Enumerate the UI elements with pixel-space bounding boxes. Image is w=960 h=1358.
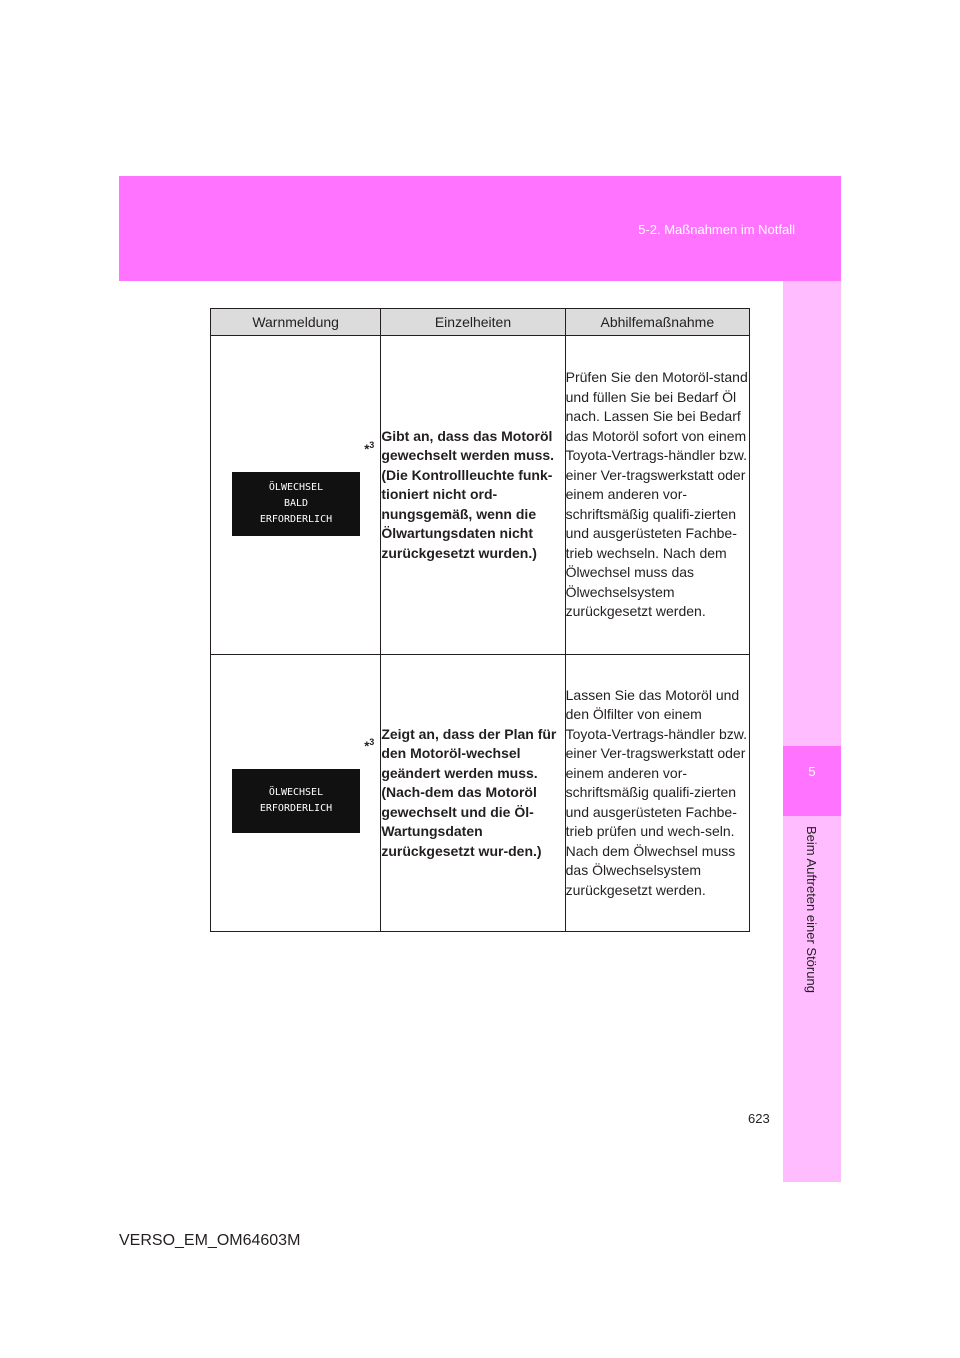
display-line: ÖLWECHSEL (268, 482, 324, 493)
column-header-einzelheiten: Einzelheiten (381, 309, 565, 336)
warning-table (210, 308, 750, 932)
warning-display-cell (211, 336, 381, 655)
footnote-marker (364, 737, 374, 753)
table-row (211, 336, 750, 655)
marker-sup: 3 (369, 737, 375, 747)
marker-star: * (364, 738, 370, 754)
table-row (211, 655, 750, 932)
display-line: ÖLWECHSEL (268, 787, 324, 798)
page-number: 623 (748, 1111, 770, 1126)
chapter-side-tab (783, 281, 841, 1182)
chapter-title-wrap (805, 826, 819, 1026)
marker-star: * (364, 441, 370, 457)
section-title: 5-2. Maßnahmen im Notfall (638, 222, 795, 237)
warning-display-cell (211, 655, 381, 932)
details-text: Zeigt an, dass der Plan für den Motoröl-wechsel geändert werden muss. (Nach-dem das Motoröl gewechselt und die Öl-Wartungsdaten zurückgesetzt wur-den.) (381, 655, 565, 932)
display-screen (232, 472, 360, 536)
chapter-number-box (783, 746, 841, 816)
action-text: Prüfen Sie den Motoröl-stand und füllen Sie bei Bedarf Öl nach. Lassen Sie bei Bedarf das Motoröl sofort von einem Toyota-Vertrags-händler bzw. einer Ver-tragswerkstatt oder einem anderen vor-schriftsmäßig qualifi-zierten und ausgerüsteten Fachbe-trieb wechseln. Nach dem Ölwechsel muss das Ölwechselsystem zurückgesetzt werden. (565, 336, 749, 655)
marker-sup: 3 (369, 440, 375, 450)
column-header-warnmeldung: Warnmeldung (211, 309, 381, 336)
chapter-number: 5 (808, 764, 816, 779)
details-text: Gibt an, dass das Motoröl gewechselt werden muss. (Die Kontrollleuchte funk-tioniert nicht ord-nungsgemäß, wenn die Ölwartungsdaten nicht zurückgesetzt wurden.) (381, 336, 565, 655)
action-text: Lassen Sie das Motoröl und den Ölfilter von einem Toyota-Vertrags-händler bzw. einer Ver-tragswerkstatt oder einem anderen vor-schriftsmäßig qualifi-zierten und ausgerüsteten Fachbe-trieb prüfen und wech-seln. Nach dem Ölwechsel muss das Ölwechselsystem zurückgesetzt werden. (565, 655, 749, 932)
header-band (119, 176, 841, 281)
document-code: VERSO_EM_OM64603M (119, 1232, 301, 1249)
chapter-title: Beim Auftreten einer Störung (804, 826, 819, 993)
display-screen (232, 769, 360, 833)
column-header-abhilfe: Abhilfemaßnahme (565, 309, 749, 336)
display-line: ERFORDERLICH (259, 803, 333, 814)
table-header-row (211, 309, 750, 336)
display-line: ERFORDERLICH (259, 514, 333, 525)
footnote-marker (364, 440, 374, 456)
display-line: BALD (283, 498, 309, 509)
